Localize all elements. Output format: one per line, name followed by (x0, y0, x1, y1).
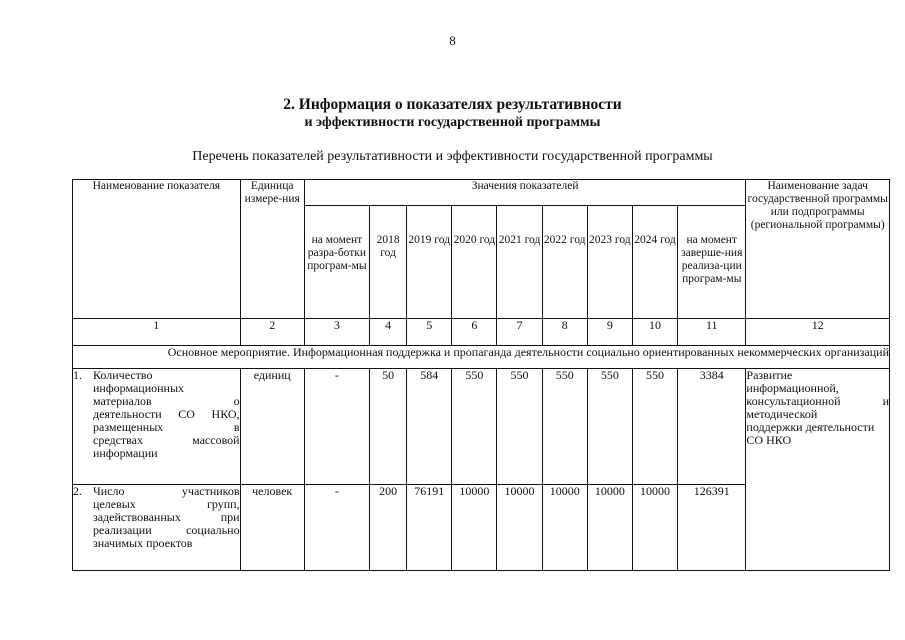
column-numbers-row (73, 319, 890, 346)
header-task-name: Наименование задач государственной программы или подпрограммы (региональной программы) (746, 180, 890, 319)
column-number: 12 (746, 319, 890, 346)
column-number: 5 (407, 319, 452, 346)
indicator-name (93, 369, 240, 460)
indicator-name-cell (73, 485, 241, 571)
header-2020: 2020 год (452, 206, 497, 319)
header-2019: 2019 год (407, 206, 452, 319)
indicator-name-line: размещенных в (93, 420, 240, 434)
task-name-line: методической (746, 407, 818, 421)
column-number: 11 (678, 319, 746, 346)
column-number: 1 (73, 319, 241, 346)
value-at-end: 126391 (678, 485, 746, 571)
header-2023: 2023 год (587, 206, 632, 319)
value-2021: 10000 (497, 485, 542, 571)
page-number: 8 (449, 33, 456, 48)
value-2019: 584 (407, 369, 452, 485)
value-2022: 550 (542, 369, 587, 485)
column-number: 6 (452, 319, 497, 346)
task-name-line: Развитие (746, 368, 793, 382)
value-at-end: 3384 (678, 369, 746, 485)
unit-cell: единиц (240, 369, 304, 485)
value-2024: 10000 (632, 485, 677, 571)
indicator-name-line: информационных (93, 381, 185, 395)
header-2018: 2018 год (370, 206, 407, 319)
section-row (73, 346, 890, 369)
value-2018: 200 (370, 485, 407, 571)
column-number: 4 (370, 319, 407, 346)
header-indicator-name: Наименование показателя (73, 180, 241, 319)
indicator-name (93, 485, 240, 550)
indicator-name-line: значимых проектов (93, 536, 193, 550)
task-name-line: информационной, (746, 381, 839, 395)
header-2021: 2021 год (497, 206, 542, 319)
indicator-name-line: средствах массовой (93, 433, 240, 447)
header-values-group: Значения показателей (304, 180, 746, 206)
header-at-start: на момент разра-ботки програм-мы (304, 206, 369, 319)
task-name-line: консультационной и (746, 394, 889, 408)
task-name-line: поддержки деятельности (746, 420, 875, 434)
column-number: 7 (497, 319, 542, 346)
column-number: 2 (240, 319, 304, 346)
section-heading: 2. Информация о показателях результативности (283, 96, 622, 113)
value-at-start: - (304, 485, 369, 571)
indicator-name-line: информации (93, 446, 158, 460)
indicator-name-line: Число участников (93, 484, 240, 498)
value-2023: 550 (587, 369, 632, 485)
value-2022: 10000 (542, 485, 587, 571)
column-number: 10 (632, 319, 677, 346)
task-name-cell (746, 369, 890, 571)
value-2020: 550 (452, 369, 497, 485)
row-index: 2. (73, 484, 82, 498)
header-unit: Единица измере-ния (240, 180, 304, 319)
value-2019: 76191 (407, 485, 452, 571)
indicator-name-line: задействованных при (93, 510, 240, 524)
header-at-end: на момент заверше-ния реализа-ции програм-мы (678, 206, 746, 319)
header-2022: 2022 год (542, 206, 587, 319)
indicator-name-line: Количество (93, 368, 153, 382)
value-2018: 50 (370, 369, 407, 485)
indicators-table (72, 179, 890, 571)
table-caption: Перечень показателей результативности и эффективности государственной программы (192, 149, 713, 164)
row-index: 1. (73, 368, 82, 382)
indicator-name-line: материалов о (93, 394, 240, 408)
indicator-name-line: деятельности СО НКО, (93, 407, 240, 421)
unit-cell: человек (240, 485, 304, 571)
value-at-start: - (304, 369, 369, 485)
column-number: 8 (542, 319, 587, 346)
header-row (73, 180, 890, 206)
value-2020: 10000 (452, 485, 497, 571)
task-name-line: СО НКО (746, 433, 792, 447)
column-number: 9 (587, 319, 632, 346)
indicator-name-cell (73, 369, 241, 485)
indicator-name-line: целевых групп, (93, 497, 240, 511)
column-number: 3 (304, 319, 369, 346)
value-2021: 550 (497, 369, 542, 485)
value-2024: 550 (632, 369, 677, 485)
section-heading-line2: и эффективности государственной программы (304, 115, 601, 130)
table-row (73, 369, 890, 485)
indicator-name-line: реализации социально (93, 523, 240, 537)
section-title: Основное мероприятие. Информационная поддержка и пропаганда деятельности социально ориентированных некоммерческих организаций (73, 346, 890, 369)
value-2023: 10000 (587, 485, 632, 571)
header-2024: 2024 год (632, 206, 677, 319)
